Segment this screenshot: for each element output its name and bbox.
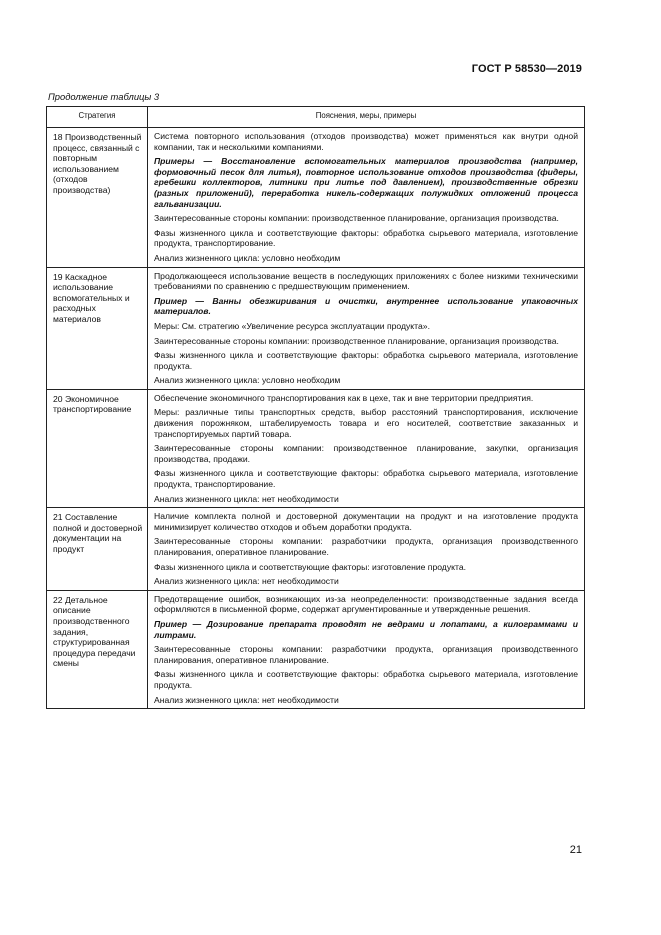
explanation-paragraph: Наличие комплекта полной и достоверной документации на продукт и на изготовление продукта минимизирует количество отходов и объем доработки продукта. bbox=[154, 511, 578, 532]
example-paragraph: Пример — Ванны обезжиривания и очистки, внутреннее использование упаковочных материалов. bbox=[154, 295, 578, 317]
strategy-cell: 21 Составление полной и достоверной документации на продукт bbox=[47, 508, 148, 591]
table-row bbox=[47, 590, 585, 708]
explanation-paragraph: Анализ жизненного цикла: нет необходимости bbox=[154, 694, 339, 705]
table-header-row bbox=[47, 107, 585, 128]
explanation-paragraph: Анализ жизненного цикла: условно необходим bbox=[154, 375, 341, 386]
explanation-cell bbox=[148, 267, 585, 389]
strategy-cell: 18 Производственный процесс, связанный с повторным использованием (отходов производства) bbox=[47, 128, 148, 268]
table-row bbox=[47, 267, 585, 389]
explanation-paragraph: Анализ жизненного цикла: нет необходимости bbox=[154, 576, 339, 587]
table-caption: Продолжение таблицы 3 bbox=[48, 91, 160, 102]
explanation-paragraph: Меры: различные типы транспортных средств, выбор расстояний транспортирования, исключение движения порожняком, штабелируемость товара и его носителей, соответствие заказанных и транспортируемых партий товара. bbox=[154, 407, 578, 439]
explanation-paragraph: Анализ жизненного цикла: условно необходим bbox=[154, 252, 341, 263]
explanation-paragraph: Предотвращение ошибок, возникающих из-за неопределенности: производственные задания всегда оформляются в письменной форме, содержат аргументированные и утвержденные решения. bbox=[154, 593, 578, 615]
document-code: ГОСТ Р 58530—2019 bbox=[471, 63, 582, 75]
explanation-cell bbox=[148, 508, 585, 591]
table-row bbox=[47, 389, 585, 507]
strategy-cell: 22 Детальное описание производственного задания, структурированная процедура передачи смены bbox=[47, 590, 148, 708]
strategy-table bbox=[46, 106, 585, 709]
explanation-cell bbox=[148, 128, 585, 268]
explanation-paragraph: Фазы жизненного цикла и соответствующие факторы: обработка сырьевого материала, изготовление продукта. bbox=[154, 669, 578, 690]
explanation-paragraph: Заинтересованные стороны компании: разработчики продукта, организация производственного планирования, оперативное планирование. bbox=[154, 644, 578, 665]
explanation-paragraph: Фазы жизненного цикла и соответствующие факторы: изготовление продукта. bbox=[154, 561, 466, 572]
explanation-paragraph: Фазы жизненного цикла и соответствующие факторы: обработка сырьевого материала, изготовление продукта, транспортирование. bbox=[154, 468, 578, 490]
explanation-paragraph: Заинтересованные стороны компании: производственное планирование, закупки, организация производства, продажи. bbox=[154, 443, 578, 464]
explanation-paragraph: Заинтересованные стороны компании: производственное планирование, организация производства. bbox=[154, 213, 559, 224]
explanation-paragraph: Заинтересованные стороны компании: разработчики продукта, организация производственного планирования, оперативное планирование. bbox=[154, 536, 578, 557]
table-row bbox=[47, 508, 585, 591]
column-header-explanations: Пояснения, меры, примеры bbox=[148, 107, 585, 128]
example-paragraph: Примеры — Восстановление вспомогательных материалов производства (например, формовочный песок для литья), повторное использование отходов производства (фидеры, гребешки коллекторов, литники при литье под давлением), производственные обрезки (разных приложений), переработка никель-содержащих полужидких отложений процесса гальванизации. bbox=[154, 156, 578, 209]
explanation-paragraph: Продолжающееся использование веществ в последующих приложениях с более низкими техническими требованиями по сравнению с предшествующим применением. bbox=[154, 270, 578, 292]
explanation-paragraph: Анализ жизненного цикла: нет необходимости bbox=[154, 493, 339, 504]
explanation-paragraph: Фазы жизненного цикла и соответствующие факторы: обработка сырьевого материала, изготовление продукта, транспортирование. bbox=[154, 227, 578, 249]
explanation-cell bbox=[148, 389, 585, 507]
column-header-strategy: Стратегия bbox=[47, 107, 148, 128]
explanation-paragraph: Система повторного использования (отходов производства) может применяться как внутри одной компании, так и несколькими компаниями. bbox=[154, 131, 578, 152]
explanation-paragraph: Меры: См. стратегию «Увеличение ресурса эксплуатации продукта». bbox=[154, 320, 430, 331]
table-row bbox=[47, 128, 585, 268]
explanation-cell bbox=[148, 590, 585, 708]
example-paragraph: Пример — Дозирование препарата проводят не ведрами и лопатами, а килограммами и литрами. bbox=[154, 618, 578, 640]
explanation-paragraph: Заинтересованные стороны компании: производственное планирование, организация производства. bbox=[154, 335, 559, 346]
strategy-cell: 20 Экономичное транспортирование bbox=[47, 389, 148, 507]
explanation-paragraph: Фазы жизненного цикла и соответствующие факторы: обработка сырьевого материала, изготовление продукта. bbox=[154, 350, 578, 371]
explanation-paragraph: Обеспечение экономичного транспортирования как в цехе, так и вне территории предприятия. bbox=[154, 392, 534, 403]
page-number: 21 bbox=[569, 844, 582, 856]
strategy-cell: 19 Каскадное использование вспомогательных и расходных материалов bbox=[47, 267, 148, 389]
